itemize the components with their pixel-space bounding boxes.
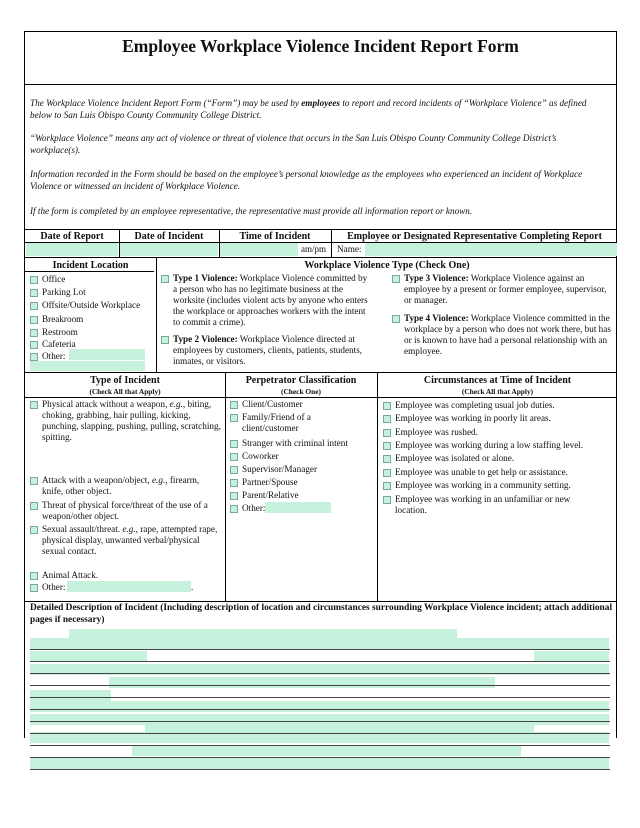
description-rule-line [30,745,610,746]
incident-threat-option[interactable]: Threat of physical force/threat of the use of a weapon/other object. [30,500,222,522]
description-header: Detailed Description of Incident (Including description of location and circumstances surrounding Workplace Violence incident; attach additional pages if necessary) [30,603,613,625]
period: . [191,582,194,592]
description-fill[interactable] [132,745,521,756]
checkbox[interactable] [383,415,391,423]
incident-sexual-assault-option[interactable]: Sexual assault/threat. e.g., rape, attempted rape, physical display, unwanted verbal/physical sexual contact. [30,524,222,557]
circ-community-option[interactable]: Employee was working in a community setting. [383,480,571,491]
circ-poorly-lit-option[interactable]: Employee was working in poorly lit areas. [383,413,551,424]
description-rule-line [30,757,610,758]
description-rule-line [30,709,610,710]
date-of-report-label: Date of Report [40,231,104,242]
incident-physical-attack-option[interactable]: Physical attack without a weapon, e.g., biting, choking, grabbing, hair pulling, kicking, punching, slapping, pushing, pulling, scratching, spitting. [30,399,222,443]
circ-low-staffing-option[interactable]: Employee was working during a low staffing level. [383,440,583,451]
checkbox[interactable] [30,502,38,510]
name-field[interactable] [365,243,617,256]
violence-type-header: Workplace Violence Type (Check One) [304,260,470,271]
incident-weapon-attack-option[interactable]: Attack with a weapon/object, e.g., firearm, knife, other object. [30,475,222,497]
checkbox[interactable] [383,469,391,477]
incident-other-option[interactable]: Other: [30,582,65,593]
perp-family-friend-option[interactable]: Family/Friend of a client/customer [230,412,350,434]
location-breakroom-option[interactable]: Breakroom [30,314,83,325]
type2-violence-option[interactable]: Type 2 Violence: Workplace Violence directed at employees by customers, clients, patients, students, inmates, or visitors. [161,334,371,367]
checkbox[interactable] [230,453,238,461]
description-rule-line [30,673,610,674]
location-parking-lot-option[interactable]: Parking Lot [30,287,86,298]
checkbox[interactable] [230,505,238,513]
location-other-option[interactable]: Other: [30,351,65,362]
checkbox[interactable] [30,276,38,284]
description-rule-line [30,661,610,662]
intro-paragraph-2: “Workplace Violence” means any act of violence or threat of violence that occurs in the San Luis Obispo County Community College District’s workplace(s). [30,133,557,155]
checkbox[interactable] [30,289,38,297]
location-cafeteria-option[interactable]: Cafeteria [30,339,76,350]
checkbox[interactable] [161,275,169,283]
checkbox[interactable] [230,401,238,409]
checkbox[interactable] [230,440,238,448]
description-rule-line [30,685,610,686]
perp-other-option[interactable]: Other: [230,503,265,514]
checkbox[interactable] [30,341,38,349]
location-offsite-option[interactable]: Offsite/Outside Workplace [30,300,140,311]
perp-supervisor-option[interactable]: Supervisor/Manager [230,464,317,475]
checkbox[interactable] [392,315,400,323]
checkbox[interactable] [383,455,391,463]
description-rule-line [30,649,610,650]
perp-other-field[interactable] [265,502,331,513]
circ-isolated-option[interactable]: Employee was isolated or alone. [383,453,514,464]
description-rule-line [30,697,610,698]
checkbox[interactable] [383,429,391,437]
checkbox[interactable] [383,442,391,450]
checkbox[interactable] [161,336,169,344]
perpetrator-sub: (Check One) [280,387,322,396]
circumstances-sub: (Check All that Apply) [461,387,534,396]
perp-partner-option[interactable]: Partner/Spouse [230,477,298,488]
type3-violence-option[interactable]: Type 3 Violence: Workplace Violence against an employee by a present or former employee, supervisor, or manager. [392,273,614,306]
time-of-incident-field[interactable] [220,243,298,256]
checkbox[interactable] [30,316,38,324]
description-fill[interactable] [30,638,609,649]
checkbox[interactable] [30,401,38,409]
location-office-option[interactable]: Office [30,274,65,285]
circumstances-header: Circumstances at Time of Incident [423,375,572,386]
incident-type-header: Type of Incident [90,375,160,386]
checkbox[interactable] [30,329,38,337]
description-fill[interactable] [109,677,495,688]
incident-report-form [24,31,617,738]
checkbox[interactable] [383,482,391,490]
incident-type-sub: (Check All that Apply) [89,387,161,396]
description-fill[interactable] [30,701,609,712]
checkbox[interactable] [392,275,400,283]
checkbox[interactable] [30,353,38,361]
location-other-field[interactable] [69,349,145,360]
form-title: Employee Workplace Violence Incident Report Form [122,36,519,56]
type1-violence-option[interactable]: Type 1 Violence: Workplace Violence committed by a person who has no legitimate business at the worksite (includes violent acts by anyone who enters the workplace or approaches workers with the intent to commit a crime). [161,273,371,328]
description-fill[interactable] [30,758,609,769]
perp-client-option[interactable]: Client/Customer [230,399,303,410]
perp-parent-option[interactable]: Parent/Relative [230,490,299,501]
circ-rushed-option[interactable]: Employee was rushed. [383,427,478,438]
perp-stranger-option[interactable]: Stranger with criminal intent [230,438,348,449]
intro-paragraph-3: Information recorded in the Form should be based on the employee’s personal knowledge as the employees who experienced an incident of Workplace Violence or witnessed an incident of Workplace Violence. [30,169,583,191]
ampm-label: am/pm [301,244,326,254]
description-rule-line [30,733,610,734]
circ-no-help-option[interactable]: Employee was unable to get help or assistance. [383,467,568,478]
intro-paragraph-4: If the form is completed by an employee representative, the representative must provide all information report or known. [30,206,473,216]
checkbox[interactable] [230,466,238,474]
description-rule-line [30,721,610,722]
circ-unfamiliar-option[interactable]: Employee was working in an unfamiliar or new location. [383,494,583,516]
checkbox[interactable] [383,402,391,410]
date-of-incident-label: Date of Incident [134,231,204,242]
checkbox[interactable] [30,584,38,592]
description-rule-line [30,769,610,770]
perpetrator-header: Perpetrator Classification [245,375,357,386]
checkbox[interactable] [30,526,38,534]
time-of-incident-label: Time of Incident [239,231,311,242]
circ-usual-duties-option[interactable]: Employee was completing usual job duties. [383,400,555,411]
checkbox[interactable] [30,572,38,580]
name-label: Name: [337,244,362,254]
perp-coworker-option[interactable]: Coworker [230,451,279,462]
location-other-field-cont[interactable] [30,361,145,371]
checkbox[interactable] [230,479,238,487]
intro-paragraph-1: The Workplace Violence Incident Report Form (“Form”) may be used by employees to report and record incidents of “Workplace Violence” as defined below to San Luis Obispo County Community College District. [30,98,587,120]
checkbox[interactable] [230,414,238,422]
type4-violence-option[interactable]: Type 4 Violence: Workplace Violence committed in the workplace by a person who does not work there, but has or is known to have had a personal relationship with an employee. [392,313,614,357]
incident-animal-attack-option[interactable]: Animal Attack. [30,570,98,581]
description-fill[interactable] [30,690,111,701]
checkbox[interactable] [230,492,238,500]
incident-location-header: Incident Location [52,260,129,271]
divider [25,84,616,85]
incident-other-field[interactable] [67,581,194,592]
checkbox[interactable] [383,496,391,504]
date-of-report-field[interactable] [26,243,118,256]
date-of-incident-field[interactable] [120,243,218,256]
checkbox[interactable] [30,477,38,485]
location-restroom-option[interactable]: Restroom [30,327,78,338]
checkbox[interactable] [30,302,38,310]
completer-header: Employee or Designated Representative Completing Report [347,231,602,242]
